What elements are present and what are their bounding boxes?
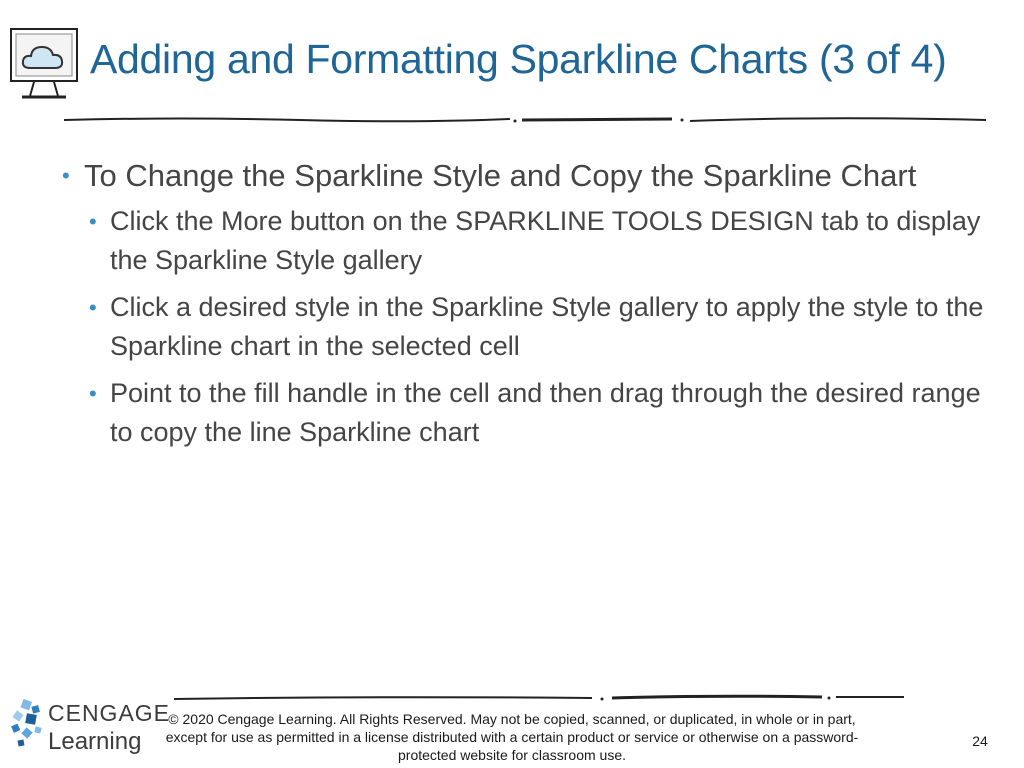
footer-divider [172,690,906,706]
bullet-dot: • [89,381,97,406]
title-divider [60,112,990,128]
bullet-list [62,156,992,460]
cengage-mark-icon [8,698,48,750]
cloud-monitor-icon [8,26,82,102]
sub-bullet-item [62,288,992,366]
bullet-dot: • [89,209,97,234]
sub-bullet-item [62,202,992,280]
bullet-text: Click a desired style in the Sparkline Style gallery to apply the style to the Sparkline chart in the selected cell [110,292,984,361]
logo-text-learning: Learning [48,728,142,755]
bullet-text: Click the More button on the SPARKLINE TOOLS DESIGN tab to display the Sparkline Style gallery [110,206,981,275]
slide-title: Adding and Formatting Sparkline Charts (3 of 4) [90,36,947,82]
cengage-logo [8,698,171,760]
bullet-dot: • [89,295,97,320]
sub-bullet-item [62,374,992,452]
logo-text-cengage: CENGAGE [48,700,171,726]
bullet-text: To Change the Sparkline Style and Copy the Sparkline Chart [84,158,917,193]
bullet-dot: • [62,163,70,188]
copyright-notice: © 2020 Cengage Learning. All Rights Reserved. May not be copied, scanned, or duplicated, in whole or in part, except for use as permitted in a license distributed with a certain product or service or otherwise on a password-protected website for classroom use. [165,711,859,763]
bullet-item [62,156,992,196]
bullet-text: Point to the fill handle in the cell and then drag through the desired range to copy the line Sparkline chart [110,378,981,447]
page-number: 24 [972,733,988,749]
